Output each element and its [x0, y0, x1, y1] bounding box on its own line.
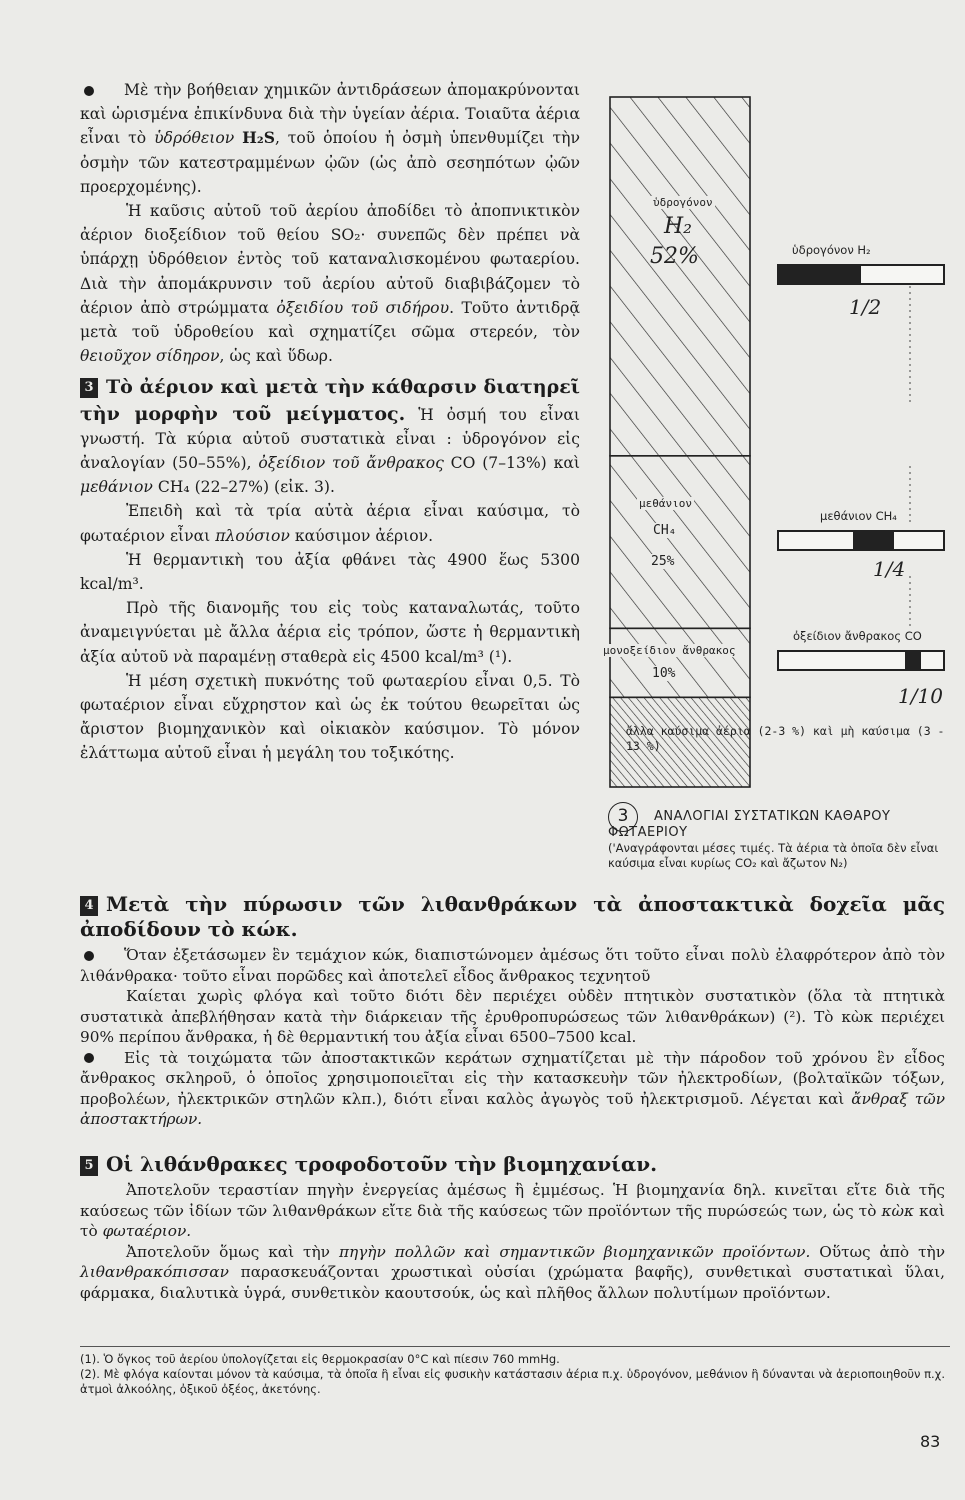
- paragraph-heating-value: Ἡ θερμαντικὴ του ἀξία φθάνει τὰς 4900 ἕως 5300 kcal/m³.: [80, 550, 580, 594]
- figure-number: 3: [608, 802, 638, 832]
- ch4-segment-formula: CH₄: [653, 523, 677, 538]
- co-segment-label: μονοξείδιον ἄνθρακος: [603, 644, 736, 657]
- ch4-segment-label: μεθάνιον: [639, 497, 692, 510]
- bar-ch4-fill: [853, 532, 894, 549]
- section-title: Οἱ λιθάνθρακες τροφοδοτοῦν τὴν βιομηχανίαν.: [106, 1152, 658, 1176]
- footnote-rule: [80, 1346, 950, 1347]
- bar-ch4-fraction: 1/4: [873, 557, 906, 581]
- segment-h2: [610, 97, 750, 456]
- paragraph-products: Ἀποτελοῦν ὅμως καὶ τὴν πηγὴν πολλῶν καὶ σημαντικῶν βιομηχανικῶν προϊόντων. Οὕτως ἀπὸ τὴν λιθανθρακόπισσαν παρασκευάζονται χρωστικαὶ οὐσίαι (χρώματα βαφῆς), συνθετικαὶ συστατικαὶ ὕλαι, φάρμακα, διαλυτικὰ ὑγρά, συνθετικὸν καουτσούκ, ὡς καὶ πλῆθος ἄλλων πολυτίμων προϊόντων.: [80, 1242, 945, 1302]
- bullet-icon: [84, 951, 94, 961]
- bar-h2-fill: [779, 266, 861, 283]
- bar-co-label: ὀξείδιον ἄνθρακος CO: [793, 629, 922, 643]
- section-title: Μετὰ τὴν πύρωσιν τῶν λιθανθράκων τὰ ἀποστακτικὰ δοχεῖα μᾶς ἀποδίδουν τὸ κώκ.: [80, 892, 945, 941]
- bar-co: [777, 650, 945, 671]
- paragraph-combustion: Ἡ καῦσις αὐτοῦ τοῦ ἀερίου ἀποδίδει τὸ ἀποπνικτικὸν ἀέριον διοξείδιον τοῦ θείου SO₂· συνεπῶς δὲν πρέπει νὰ ὑπάρχῃ ὑδρόθειον ἐντὸς τοῦ καταναλισκομένου φωταερίου. Διὰ τὴν ἀπομάκρυνσιν τοῦ ἀερίου αὐτοῦ διαβιβάζομεν τὸ ἀέριον ἀπὸ στρώμματα ὀξειδίου τοῦ σιδήρου. Τοῦτο ἀντιδρᾷ μετὰ τοῦ ὑδροθείου καὶ σχηματίζει σῶμα στερεόν, τὸν θειοῦχον σίδηρον, ὡς καὶ ὕδωρ.: [80, 202, 581, 366]
- paragraph-coke: Ὅταν ἐξετάσωμεν ἓν τεμάχιον κώκ, διαπιστώνομεν ἀμέσως ὅτι τοῦτο εἶναι πολὺ ἐλαφρότερον ἀπὸ τὸν λιθάνθρακα· τοῦτο εἶναι πορῶδες καὶ ἀποτελεῖ εἶδος ἄνθρακος τεχνητοῦ: [80, 946, 945, 985]
- left-column: [80, 78, 580, 766]
- section-4: [80, 892, 945, 1130]
- h2-segment-label: ὑδρογόνον: [653, 196, 713, 209]
- paragraph-density: Ἡ μέση σχετικὴ πυκνότης τοῦ φωταερίου εἶναι 0,5. Τὸ φωταέριον εἶναι εὔχρηστον καὶ ὡς ἐκ τούτου θεωρεῖται ὡς ἄριστον βιομηχανικὸν καὶ οἰκιακὸν καύσιμον. Τὸ μόνον ἐλάττωμα αὐτοῦ εἶναι ἡ μεγάλη του τοξικότης.: [80, 671, 580, 763]
- footnote-2: (2). Μὲ φλόγα καίονται μόνον τὰ καύσιμα, τὰ ὁποῖα ἢ εἶναι εἰς φυσικὴν κατάστασιν ἀέρια π.χ. ὑδρογόνον, μεθάνιον ἢ δύνανται νὰ ἀεριοποιηθοῦν π.χ. ἀτμοὶ ἀλκοόλης, ὀξικοῦ ὀξέος, ἀκετόνης.: [80, 1367, 945, 1396]
- footnotes: [80, 1352, 950, 1397]
- figure-caption-note: ('Αναγράφονται μέσες τιμές. Τὰ ἀέρια τὰ ὁποῖα δὲν εἶναι καύσιμα εἶναι κυρίως CO₂ καὶ ἄζωτον N₂): [608, 841, 939, 870]
- paragraph-coke-burning: Καίεται χωρὶς φλόγα καὶ τοῦτο διότι δὲν περιέχει οὐδὲν πτητικὸν συστατικὸν (ὅλα τὰ πτητικὰ συστατικὰ ἀπεβλήθησαν κατὰ τὴν διάρκειαν τῆς ἐρυθροπυρώσεως τῶν λιθανθράκων) (²). Τὸ κὼκ περιέχει 90% περίπου ἄνθρακα, ἡ δὲ θερμαντική του ἀξία εἶναι 6500–7500 kcal.: [80, 987, 945, 1046]
- ch4-segment-percent: 25%: [651, 554, 675, 569]
- section-number: 3: [80, 378, 98, 398]
- paragraph-electrodes: Εἰς τὰ τοιχώματα τῶν ἀποστακτικῶν κεράτων σχηματίζεται μὲ τὴν πάροδον τοῦ χρόνου ἓν εἶδος ἄνθρακος σκληροῦ, ὁ ὁποῖος χρησιμοποιεῖται εἰς τὴν κατασκευὴν τῶν ἠλεκτροδίων, (βολταϊκῶν τόξων, προβολέων, ἠλεκτρικῶν στηλῶν κλπ.), διότι εἶναι καλὸς ἀγωγὸς τοῦ ἠλεκτρισμοῦ. Λέγεται καὶ ἄνθραξ τῶν ἀποστακτήρων.: [80, 1048, 945, 1128]
- page-number: 83: [920, 1432, 941, 1451]
- bar-co-fraction: 1/10: [898, 684, 943, 708]
- paragraph-fuel: Ἐπειδὴ καὶ τὰ τρία αὐτὰ ἀέρια εἶναι καύσιμα, τὸ φωταέριον εἶναι πλούσιον καύσιμον ἀέριον.: [80, 502, 580, 545]
- footnote-1: (1). Ὁ ὄγκος τοῦ ἀερίου ὑπολογίζεται εἰς θερμοκρασίαν 0°C καὶ πίεσιν 760 mmHg.: [80, 1352, 560, 1366]
- bullet-icon: [84, 86, 94, 96]
- bar-h2-fraction: 1/2: [849, 295, 882, 319]
- bullet-icon: [84, 1053, 94, 1063]
- co-segment-percent: 10%: [652, 666, 676, 681]
- bar-h2-label: ὑδρογόνον H₂: [792, 243, 871, 257]
- section-5: [80, 1152, 945, 1303]
- figure-caption-title: ΑΝΑΛΟΓΙΑΙ ΣΥΣΤΑΤΙΚΩΝ ΚΑΘΑΡΟΥ ΦΩΤΑΕΡΙΟΥ: [608, 809, 891, 840]
- other-segment-label: ἄλλα καύσιμα ἀέρια (2-3 %) καὶ μὴ καύσιμα (3 - 13 %): [626, 724, 945, 753]
- segment-co: [610, 628, 750, 697]
- section-3: 3 Τὸ ἀέριον καὶ μετὰ τὴν κάθαρσιν διατηρεῖ τὴν μορφὴν τοῦ μείγματος. Ἡ ὀσμή του εἶναι γνωστή. Τὰ κύρια αὐτοῦ συστατικὰ εἶναι : ὑδρογόνον εἰς ἀναλογίαν (50–55%), ὀξείδιον τοῦ ἄνθρακος CO (7–13%) καὶ μεθάνιον CH₄ (22–27%) (εἰκ. 3).: [80, 376, 581, 497]
- segment-ch4: [610, 456, 750, 629]
- paragraph-h2s: Μὲ τὴν βοήθειαν χημικῶν ἀντιδράσεων ἀπομακρύνονται καὶ ὡρισμένα ἐπικίνδυνα διὰ τὴν ὑγείαν ἀέρια. Τοιαῦτα ἀέρια εἶναι τὸ ὑδρόθειον H₂S, τοῦ ὁποίου ἡ ὀσμὴ ὑπενθυμίζει τὴν ὀσμὴν τῶν κατεστραμμένων ᾠῶν (ὡς ἀπὸ σεσηπότων ᾠῶν προερχομένης).: [80, 81, 580, 196]
- bar-ch4-label: μεθάνιον CH₄: [820, 509, 897, 523]
- section-number: 4: [80, 896, 98, 916]
- paragraph-distribution: Πρὸ τῆς διανομῆς του εἰς τοὺς καταναλωτάς, τοῦτο ἀναμειγνύεται μὲ ἄλλα ἀέρια εἰς τρόπον, ὥστε ἡ θερμαντικὴ ἀξία αὐτοῦ νὰ παραμένῃ σταθερὰ εἰς 4500 kcal/m³ (¹).: [80, 599, 580, 666]
- section-title: Τὸ ἀέριον καὶ μετὰ τὴν κάθαρσιν διατηρεῖ τὴν μορφὴν τοῦ μείγματος.: [80, 376, 580, 425]
- bar-h2: [777, 264, 945, 285]
- h2-segment-percent: 52%: [650, 244, 699, 269]
- section-number: 5: [80, 1156, 98, 1176]
- h2-segment-formula: H₂: [664, 214, 693, 239]
- bar-co-fill: [905, 652, 921, 669]
- dotted-guide-lines: [900, 286, 920, 646]
- paragraph-energy: Ἀποτελοῦν τεραστίαν πηγὴν ἐνεργείας ἀμέσως ἢ ἐμμέσως. Ἡ βιομηχανία δηλ. κινεῖται εἴτε διὰ τῆς καύσεως τῶν ἰδίων τῶν λιθανθράκων εἴτε διὰ τῆς καύσεως τῶν προϊόντων τῆς πυρώσεώς των, ὡς τὸ κὼκ καὶ τὸ φωταέριον.: [80, 1181, 945, 1240]
